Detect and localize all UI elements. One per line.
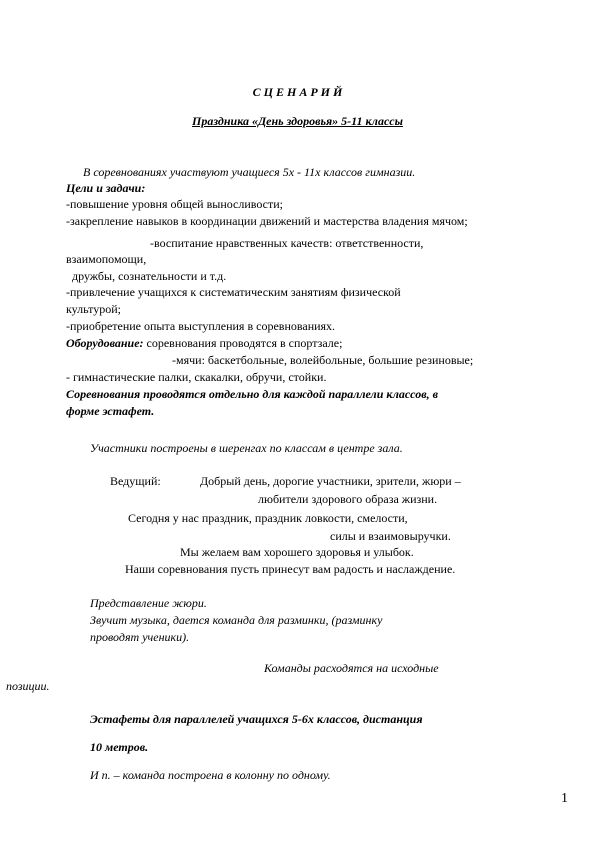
equipment-heading: Оборудование: bbox=[66, 336, 144, 350]
goal-item: дружбы, сознательности и т.д. bbox=[72, 269, 227, 283]
music-text-cont: проводят ученики). bbox=[90, 630, 190, 644]
equipment-text: соревнования проводятся в спортзале; bbox=[143, 336, 343, 350]
relay-note-cont: форме эстафет. bbox=[66, 404, 155, 418]
host-speech-line: Добрый день, дорогие участники, зрители, жюри – bbox=[200, 474, 461, 488]
goal-item: -воспитание нравственных качеств: ответственности, bbox=[150, 236, 424, 250]
host-speech-line: Наши соревнования пусть принесут вам радость и наслаждение. bbox=[125, 562, 456, 576]
goal-item: -приобретение опыта выступления в соревнованиях. bbox=[66, 319, 336, 333]
host-speech-line: любители здорового образа жизни. bbox=[258, 492, 438, 506]
document-title: С Ц Е Н А Р И Й bbox=[252, 85, 343, 99]
teams-text: Команды расходятся на исходные bbox=[264, 661, 439, 675]
goal-item: -закрепление навыков в координации движений и мастерства владения мячом; bbox=[66, 214, 468, 228]
host-label: Ведущий: bbox=[110, 474, 161, 488]
page-number: 1 bbox=[561, 791, 568, 806]
equipment-other: - гимнастические палки, скакалки, обручи, стойки. bbox=[66, 370, 327, 384]
host-speech-line: силы и взаимовыручки. bbox=[330, 529, 451, 543]
relay-note: Соревнования проводятся отдельно для каждой параллели классов, в bbox=[66, 387, 438, 401]
music-text: Звучит музыка, дается команда для разминки, (разминку bbox=[90, 613, 383, 627]
start-position: И п. – команда построена в колонну по одному. bbox=[90, 768, 331, 782]
goal-item: взаимопомощи, bbox=[66, 252, 147, 266]
equipment-balls: -мячи: баскетбольные, волейбольные, большие резиновые; bbox=[172, 353, 474, 367]
lineup-text: Участники построены в шеренгах по классам в центре зала. bbox=[90, 441, 403, 455]
host-speech-line: Мы желаем вам хорошего здоровья и улыбок. bbox=[180, 545, 414, 559]
relay-heading: Эстафеты для параллелей учащихся 5-6х классов, дистанция bbox=[90, 712, 423, 726]
intro-text: В соревнованиях участвуют учащиеся 5х - 11х классов гимназии. bbox=[83, 165, 416, 179]
goals-heading: Цели и задачи: bbox=[66, 181, 146, 195]
equipment-line bbox=[66, 336, 342, 350]
teams-text-cont: позиции. bbox=[6, 679, 50, 693]
goal-item: культурой; bbox=[66, 302, 121, 316]
document-subtitle: Праздника «День здоровья» 5-11 классы bbox=[192, 114, 403, 128]
host-speech-line: Сегодня у нас праздник, праздник ловкости, смелости, bbox=[128, 511, 408, 525]
jury-intro: Представление жюри. bbox=[90, 596, 207, 610]
goal-item: -повышение уровня общей выносливости; bbox=[66, 197, 283, 211]
relay-distance: 10 метров. bbox=[90, 740, 149, 754]
goal-item: -привлечение учащихся к систематическим занятиям физической bbox=[66, 285, 401, 299]
